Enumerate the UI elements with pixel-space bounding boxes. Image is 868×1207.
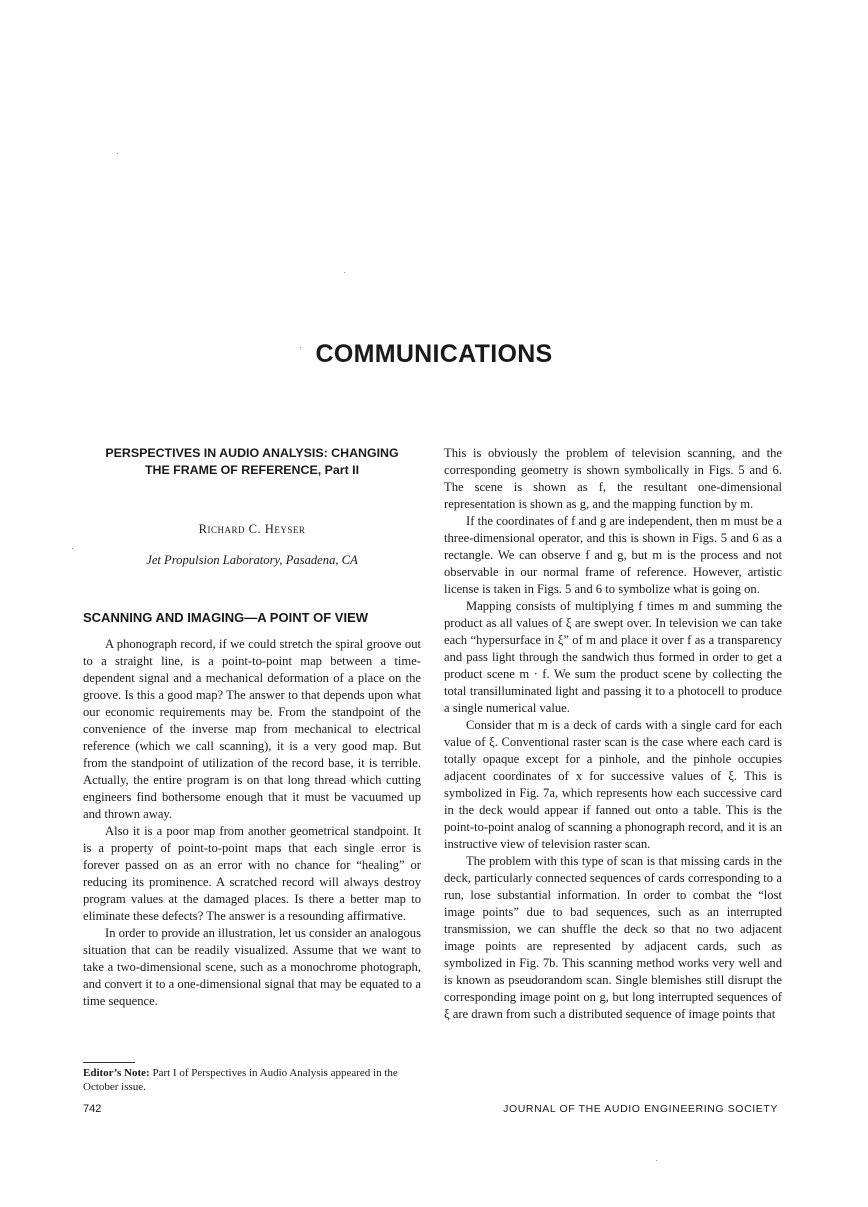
running-footer-journal: JOURNAL OF THE AUDIO ENGINEERING SOCIETY [503,1103,778,1115]
footnote-text: Part I of Perspectives in Audio Analysis appeared in the October issue. [83,1067,398,1093]
scan-speck [72,548,73,549]
left-column [83,445,421,1010]
footnote-rule [83,1062,135,1063]
article-title [83,445,421,479]
body-paragraph: Mapping consists of multiplying f times m and summing the product as all values of ξ are swept over. In television we can take each “hypersurface in ξ” of m and place it over f as a transparency and pass light through the sandwich thus formed in order to get a product scene m · f. We sum the product scene by collecting the total transilluminated light and passing it to a photocell to produce a single numerical value. [444,599,782,715]
page-number: 742 [83,1103,102,1115]
editors-footnote [83,1062,421,1094]
body-paragraph: Consider that m is a deck of cards with a single card for each value of ξ. Conventional raster scan is the case where each card is totally opaque except for a pinhole, and the pinhole occupies adjacent coordinates of x for successive values of ξ. This is symbolized in Fig. 7a, which represents how each successive card in the deck would appear if fanned out onto a table. This is the point-to-point analog of scanning a phonograph record, and it is an instructive view of television raster scan. [444,718,782,851]
body-paragraph: This is obviously the problem of television scanning, and the corresponding geometry is shown symbolically in Figs. 5 and 6. The scene is shown as f, the resultant one-dimensional representation is shown as g, and the mapping function by m. [444,446,782,511]
scan-speck [117,153,118,154]
body-paragraph: If the coordinates of f and g are independent, then m must be a three-dimensional operator, and this is shown in Figs. 5 and 6 as a rectangle. We can observe f and g, but m is the process and not observable in our normal frame of reference. However, artistic license is taken in Figs. 5 and 6 to symbolize what is going on. [444,514,782,596]
scan-speck [656,1160,657,1161]
section-title: COMMUNICATIONS [315,340,553,368]
body-paragraph: Also it is a poor map from another geometrical standpoint. It is a property of point-to-point maps that each single error is forever passed on as an error with no chance for “healing” or reducing its prominence. A scratched record will always destroy program values at the damaged places. Is there a better map to eliminate these defects? The answer is a resounding affirmative. [83,824,421,923]
body-paragraph: The problem with this type of scan is that missing cards in the deck, particularly connected sequences of cards corresponding to a run, lose substantial information. In order to combat the “lost image points” due to bad sequences, such as an interrupted transmission, we can shuffle the deck so that no two adjacent image points are represented by adjacent cards, such as symbolized in Fig. 7b. This scanning method works very well and is known as pseudorandom scan. Single blemishes still disrupt the corresponding image point on g, but long interrupted sequences of ξ are drawn from such a distributed sequence of image points that [444,854,782,1021]
footnote-label: Editor’s Note: [83,1067,150,1079]
article-title-line-1: PERSPECTIVES IN AUDIO ANALYSIS: CHANGING [105,446,399,460]
section-subhead: SCANNING AND IMAGING—A POINT OF VIEW [83,610,369,625]
author-affiliation: Jet Propulsion Laboratory, Pasadena, CA [146,553,358,567]
article-title-line-2: THE FRAME OF REFERENCE, Part II [144,463,360,477]
body-paragraph: A phonograph record, if we could stretch the spiral groove out to a straight line, is a point-to-point map between a time-dependent signal and a mechanical deformation of a place on the groove. Is this a good map? The answer to that depends upon what our economic requirements may be. From the standpoint of the convenience of the inverse map from mechanical to electrical reference (which we call scanning), it is a very good map. But from the standpoint of utilization of the record base, it is terrible. Actually, the entire program is on that long thread which cutting engineers find bothersome enough that it must be vacuumed up and thrown away. [83,637,421,821]
right-column [444,445,782,1023]
body-paragraph: In order to provide an illustration, let us consider an analogous situation that can be readily visualized. Assume that we want to take a two-dimensional scene, such as a monochrome photograph, and convert it to a one-dimensional signal that may be equated to a time sequence. [83,926,421,1008]
scan-speck [344,272,345,273]
article-author: Richard C. Heyser [198,522,306,536]
